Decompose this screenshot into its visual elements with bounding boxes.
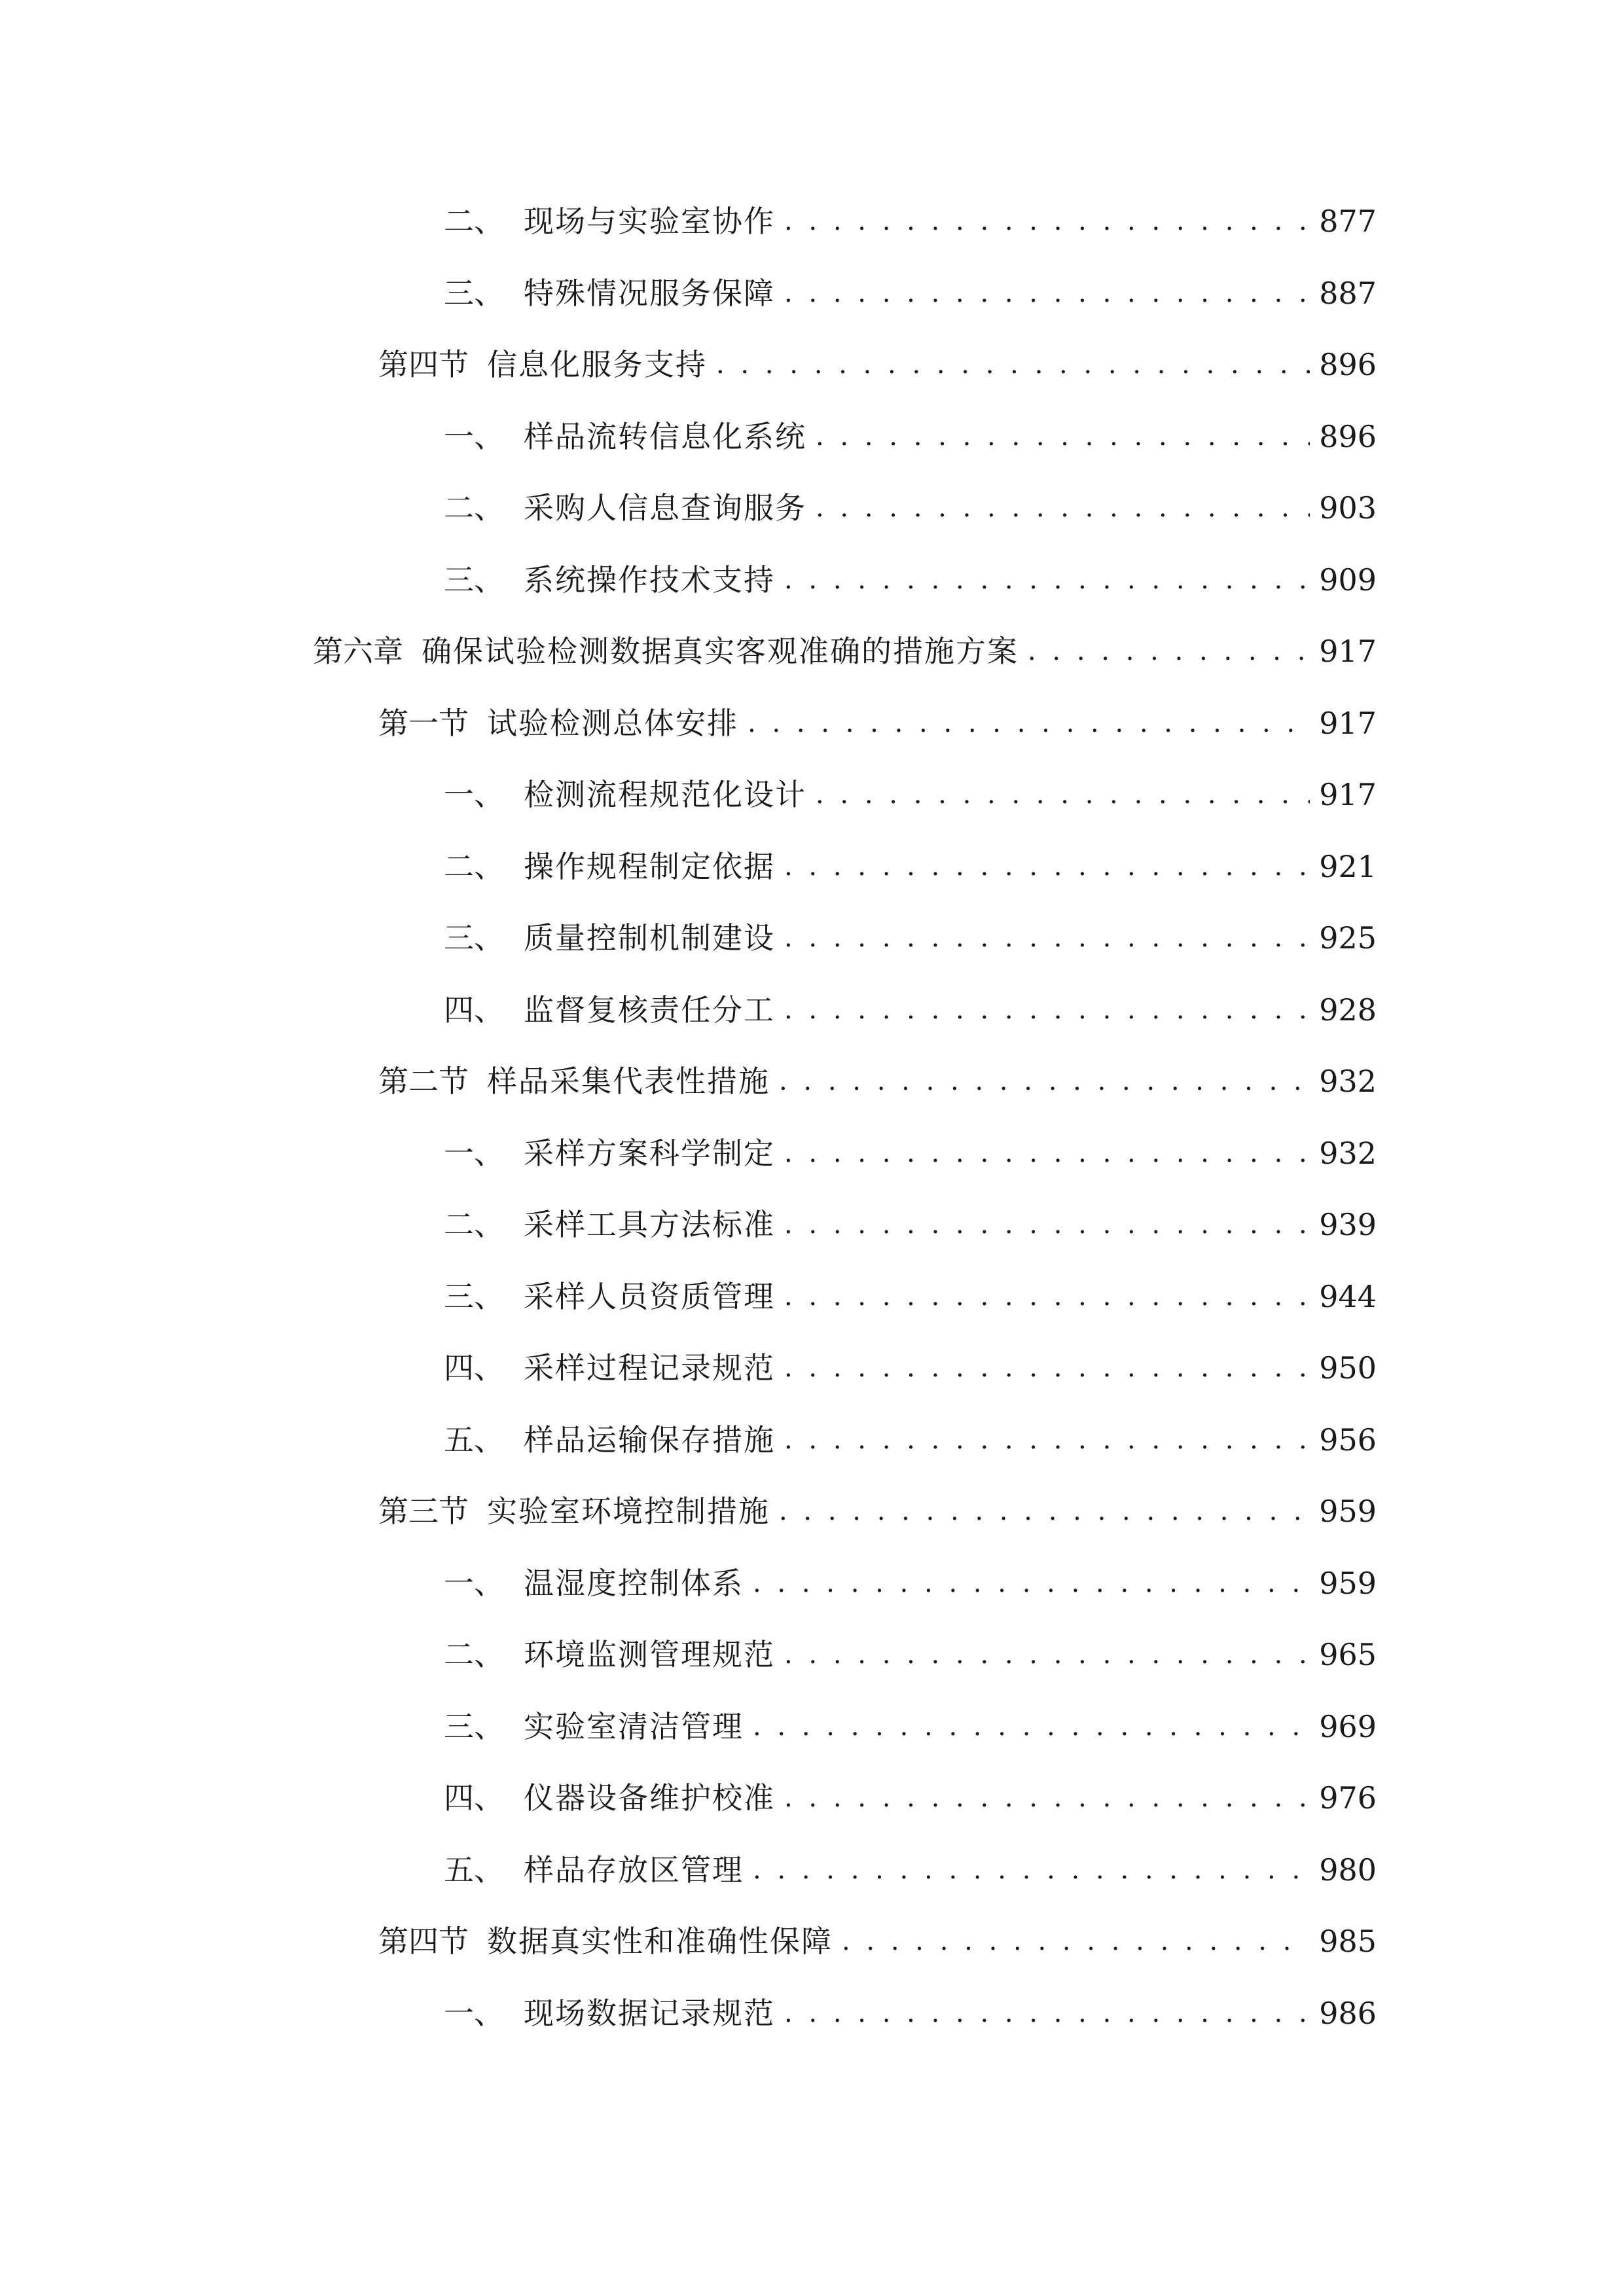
toc-entry[interactable] — [444, 267, 1377, 319]
toc-entry-title: 试验检测总体安排 — [487, 706, 738, 741]
toc-entry[interactable] — [444, 912, 1377, 964]
toc-entry-title: 确保试验检测数据真实客观准确的措施方案 — [422, 634, 1019, 669]
toc-entry-number: 第一节 — [378, 706, 469, 741]
toc-entry-number: 五、 — [444, 1852, 504, 1888]
toc-entry-page: 896 — [1319, 419, 1377, 454]
toc-entry[interactable] — [444, 1700, 1377, 1753]
dot-leader — [753, 1557, 1310, 1609]
toc-entry-number: 一、 — [444, 1566, 504, 1601]
dot-leader — [784, 267, 1310, 319]
toc-entry-title: 现场与实验室协作 — [524, 204, 775, 239]
dot-leader — [1028, 625, 1310, 677]
toc-entry[interactable] — [444, 840, 1377, 893]
toc-entry[interactable] — [313, 625, 1377, 677]
toc-entry-number: 一、 — [444, 1996, 504, 2031]
toc-entry[interactable] — [444, 1270, 1377, 1323]
toc-entry-title: 环境监测管理规范 — [524, 1637, 775, 1672]
toc-entry-page: 909 — [1319, 562, 1377, 598]
toc-entry-title: 实验室清洁管理 — [524, 1709, 744, 1744]
toc-entry-number: 第四节 — [378, 347, 469, 382]
toc-entry-title: 仪器设备维护校准 — [524, 1780, 775, 1816]
toc-entry-page: 903 — [1319, 490, 1377, 526]
toc-entry-page: 956 — [1319, 1422, 1377, 1458]
dot-leader — [784, 1772, 1310, 1824]
toc-entry[interactable] — [444, 768, 1377, 821]
dot-leader — [779, 1485, 1310, 1537]
dot-leader — [784, 1270, 1310, 1323]
dot-leader — [779, 1055, 1310, 1107]
toc-entry-number: 三、 — [444, 562, 504, 598]
toc-entry-page: 939 — [1319, 1207, 1377, 1242]
toc-entry-number: 三、 — [444, 1709, 504, 1744]
toc-entry-title: 数据真实性和准确性保障 — [487, 1924, 833, 1959]
toc-entry-number: 二、 — [444, 204, 504, 239]
dot-leader — [753, 1844, 1310, 1896]
toc-entry-number: 第三节 — [378, 1494, 469, 1529]
toc-entry-number: 一、 — [444, 1136, 504, 1171]
toc-entry[interactable] — [378, 1055, 1377, 1107]
dot-leader — [784, 195, 1310, 247]
toc-entry-title: 样品流转信息化系统 — [524, 419, 806, 454]
toc-entry-title: 信息化服务支持 — [487, 347, 707, 382]
toc-entry-page: 950 — [1319, 1350, 1377, 1386]
dot-leader — [753, 1700, 1310, 1753]
toc-entry-page: 921 — [1319, 849, 1377, 884]
toc-entry-number: 三、 — [444, 1279, 504, 1314]
dot-leader — [784, 1342, 1310, 1394]
dot-leader — [784, 912, 1310, 964]
toc-entry[interactable] — [444, 554, 1377, 606]
dot-leader — [784, 1127, 1310, 1179]
dot-leader — [816, 410, 1310, 463]
toc-entry-number: 四、 — [444, 992, 504, 1028]
toc-entry-title: 现场数据记录规范 — [524, 1996, 775, 2031]
dot-leader — [784, 554, 1310, 606]
toc-entry-title: 系统操作技术支持 — [524, 562, 775, 598]
toc-entry[interactable] — [444, 482, 1377, 534]
toc-entry[interactable] — [444, 1414, 1377, 1466]
toc-entry[interactable] — [378, 1485, 1377, 1537]
toc-entry-number: 四、 — [444, 1780, 504, 1816]
toc-entry[interactable] — [444, 410, 1377, 463]
toc-entry-number: 第四节 — [378, 1924, 469, 1959]
toc-entry-number: 一、 — [444, 419, 504, 454]
toc-entry-title: 采样过程记录规范 — [524, 1350, 775, 1386]
toc-entry-page: 917 — [1319, 777, 1377, 812]
toc-entry-page: 896 — [1319, 347, 1377, 382]
toc-entry-title: 采样人员资质管理 — [524, 1279, 775, 1314]
toc-entry-page: 928 — [1319, 992, 1377, 1028]
toc-entry-page: 944 — [1319, 1279, 1377, 1314]
toc-entry-title: 特殊情况服务保障 — [524, 276, 775, 311]
dot-leader — [784, 840, 1310, 893]
toc-entry[interactable] — [444, 1772, 1377, 1824]
toc-entry-title: 操作规程制定依据 — [524, 849, 775, 884]
toc-entry[interactable] — [378, 1915, 1377, 1967]
toc-entry[interactable] — [378, 697, 1377, 749]
dot-leader — [784, 1414, 1310, 1466]
toc-entry-page: 985 — [1319, 1924, 1377, 1959]
toc-entry-number: 三、 — [444, 276, 504, 311]
toc-entry-page: 932 — [1319, 1064, 1377, 1099]
toc-entry-page: 980 — [1319, 1852, 1377, 1888]
toc-entry[interactable] — [444, 1557, 1377, 1609]
toc-entry-number: 五、 — [444, 1422, 504, 1458]
toc-entry[interactable] — [444, 1844, 1377, 1896]
dot-leader — [784, 1628, 1310, 1681]
toc-entry-page: 986 — [1319, 1996, 1377, 2031]
toc-entry-number: 一、 — [444, 777, 504, 812]
toc-entry[interactable] — [444, 1342, 1377, 1394]
toc-entry-page: 965 — [1319, 1637, 1377, 1672]
toc-entry-title: 检测流程规范化设计 — [524, 777, 806, 812]
toc-entry-title: 监督复核责任分工 — [524, 992, 775, 1028]
toc-entry-number: 三、 — [444, 920, 504, 956]
dot-leader — [816, 768, 1310, 821]
toc-entry-page: 877 — [1319, 204, 1377, 239]
toc-entry-number: 二、 — [444, 1637, 504, 1672]
toc-entry-title: 质量控制机制建设 — [524, 920, 775, 956]
toc-entry-title: 样品采集代表性措施 — [487, 1064, 770, 1099]
dot-leader — [716, 338, 1310, 391]
toc-entry-page: 932 — [1319, 1136, 1377, 1171]
toc-entry[interactable] — [444, 1127, 1377, 1179]
toc-entry-title: 实验室环境控制措施 — [487, 1494, 770, 1529]
toc-entry[interactable] — [444, 1198, 1377, 1251]
toc-entry[interactable] — [444, 1987, 1377, 2039]
toc-entry-page: 969 — [1319, 1709, 1377, 1744]
dot-leader — [816, 482, 1310, 534]
toc-entry-page: 959 — [1319, 1494, 1377, 1529]
toc-entry-page: 976 — [1319, 1780, 1377, 1816]
toc-entry-title: 温湿度控制体系 — [524, 1566, 744, 1601]
toc-entry-title: 采样方案科学制定 — [524, 1136, 775, 1171]
toc-entry-page: 925 — [1319, 920, 1377, 956]
dot-leader — [784, 1198, 1310, 1251]
dot-leader — [784, 984, 1310, 1036]
toc-entry-page: 959 — [1319, 1566, 1377, 1601]
toc-entry[interactable] — [444, 984, 1377, 1036]
toc-entry[interactable] — [444, 195, 1377, 247]
toc-entry-number: 第六章 — [313, 634, 403, 669]
toc-entry-number: 第二节 — [378, 1064, 469, 1099]
toc-entry-number: 二、 — [444, 490, 504, 526]
toc-entry-title: 采样工具方法标准 — [524, 1207, 775, 1242]
toc-entry-number: 四、 — [444, 1350, 504, 1386]
toc-entry-number: 二、 — [444, 849, 504, 884]
toc-entry-page: 917 — [1319, 706, 1377, 741]
toc-entry[interactable] — [378, 338, 1377, 391]
toc-entry[interactable] — [444, 1628, 1377, 1681]
toc-entry-title: 样品运输保存措施 — [524, 1422, 775, 1458]
toc-entry-number: 二、 — [444, 1207, 504, 1242]
toc-entry-page: 917 — [1319, 634, 1377, 669]
dot-leader — [842, 1915, 1310, 1967]
toc-entry-page: 887 — [1319, 276, 1377, 311]
toc-entry-title: 采购人信息查询服务 — [524, 490, 806, 526]
toc-entry-title: 样品存放区管理 — [524, 1852, 744, 1888]
dot-leader — [748, 697, 1310, 749]
dot-leader — [784, 1987, 1310, 2039]
